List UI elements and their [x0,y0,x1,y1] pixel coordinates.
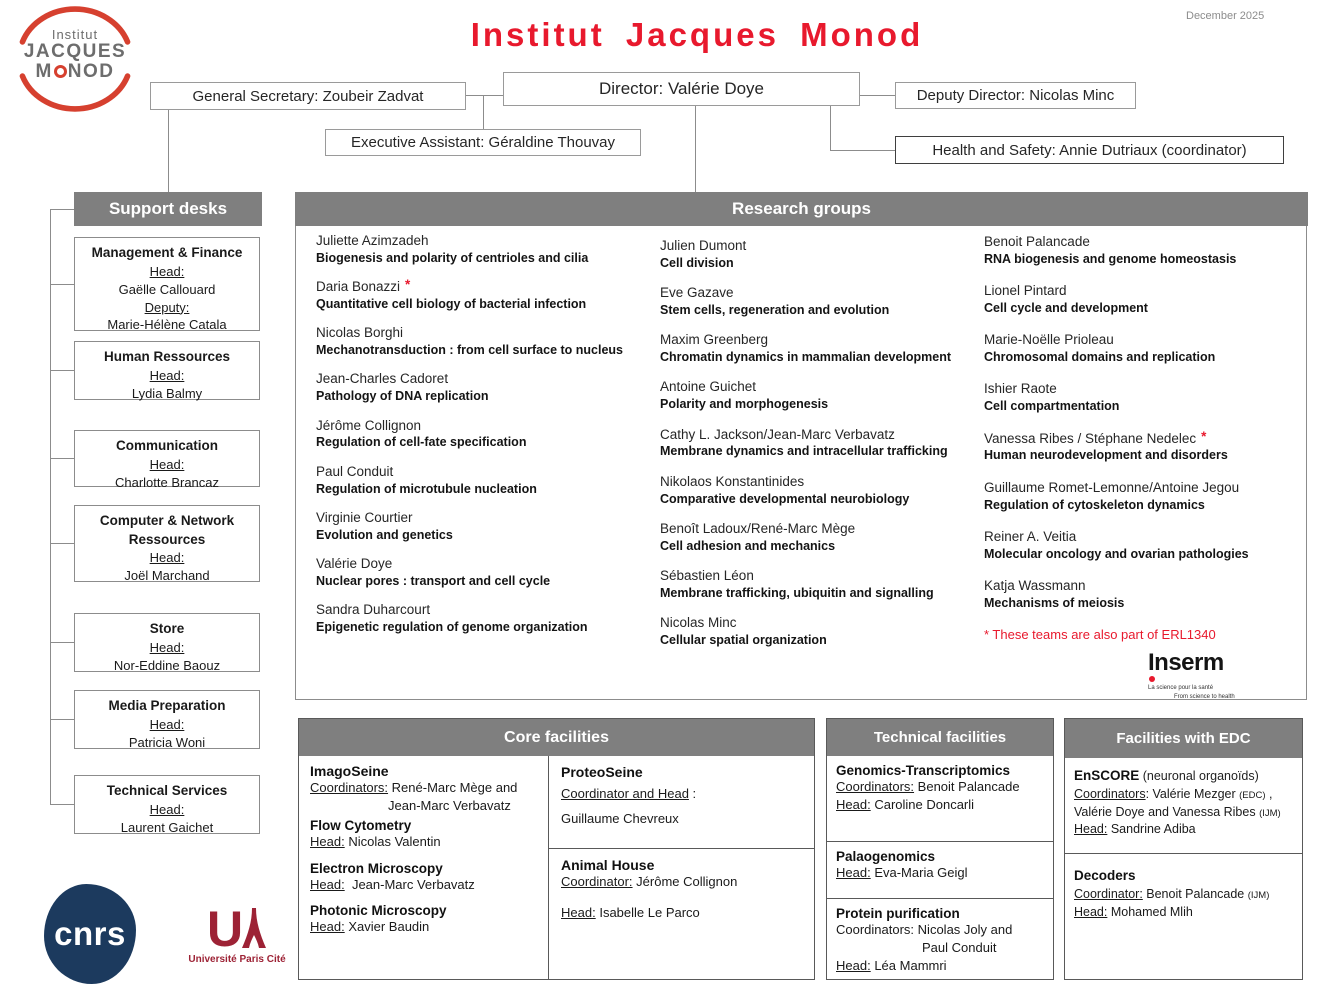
connector-line [695,106,696,192]
role-label: Head: [149,367,185,383]
team-entry [984,332,1302,365]
coordinators-row-2: Paul Conduit [922,940,997,956]
coordinators-names: Benoit Palancade [917,779,1020,794]
team-leader-name: Nikolaos Konstantinides [660,473,805,489]
coordinator-row [561,785,802,803]
team-leader-name: Nicolas Borghi [316,325,404,341]
head-label: Head: [310,918,345,934]
facility-title: Palaogenomics [836,849,936,864]
desk-title: Technical Services [106,783,228,798]
team-entry [316,325,641,358]
role-name: Joël Marchand [124,568,210,584]
team-research-theme: Cell compartmentation [984,399,1120,414]
team-research-theme: Mechanotransduction : from cell surface to nucleus [316,343,624,358]
team-leader-name: Nicolas Minc [660,615,737,630]
role-name: Charlotte Brancaz [114,474,220,490]
head-name: Nicolas Valentin [348,834,441,850]
coordinators-row-2 [1074,804,1293,822]
team-leader-name: Sandra Duharcourt [316,602,431,617]
team-leader-name: Ishier Raote [984,381,1057,397]
team-entry [660,285,990,318]
team-entry [660,474,990,507]
executive-assistant-box: Executive Assistant: Géraldine Thouvay [325,129,641,156]
team-entry [984,234,1302,267]
team-research-theme: Polarity and morphogenesis [660,397,829,412]
coordinators-label: Coordinators [1074,787,1146,802]
head-name: Xavier Baudin [348,918,430,934]
role-label: Head: [149,801,185,817]
logo-monod-m: M [35,60,53,82]
unit-head-row [310,876,537,894]
head-row [836,957,1044,975]
facility-title: ProteoSeine [561,764,643,780]
erl-asterisk: * [1201,428,1207,444]
connector-line [860,95,895,96]
unit-head-row [310,918,537,936]
team-leader-name: Eve Gazave [660,285,734,301]
team-entry [984,578,1302,611]
core-facilities-section [298,718,815,980]
team-research-theme: Cell cycle and development [984,301,1148,315]
head-row [1074,821,1293,839]
team-research-theme: RNA biogenesis and genome homeostasis [984,251,1237,266]
team-research-theme: Cell adhesion and mechanics [660,538,836,553]
research-groups-header: Research groups [295,192,1308,226]
head-row [1074,904,1293,922]
team-research-theme: Chromosomal domains and replication [984,350,1216,365]
team-leader-name: Maxim Greenberg [660,332,769,348]
team-research-theme: Quantitative cell biology of bacterial infection [316,297,587,311]
team-entry [984,283,1302,316]
role-label: Deputy: [144,299,190,315]
team-entry [316,279,641,312]
team-entry [660,568,990,601]
head-label: Head: [836,797,871,813]
coordinator-names: Valérie Doye and Vanessa Ribes [1074,804,1260,819]
inserm-text: Inserm [1148,649,1224,676]
palaogenomics-cell [827,842,1053,899]
team-leader-name: Antoine Guichet [660,379,757,395]
facility-title: ImagoSeine [310,763,389,779]
page-title: Institut Jacques Monod [470,16,924,53]
role-name: Patricia Woni [128,734,206,750]
inserm-tagline-fr: La science pour la santé [1148,685,1214,691]
team-entry [316,371,641,404]
erl-asterisk: * [405,277,411,293]
team-entry [660,238,990,271]
team-research-theme: Regulation of cytoskeleton dynamics [984,497,1205,512]
health-safety-box: Health and Safety: Annie Dutriaux (coordinator) [895,136,1284,164]
team-research-theme: Regulation of cell-fate specification [316,435,527,450]
team-research-theme: Mechanisms of meiosis [984,595,1125,610]
team-entry [984,428,1302,464]
support-desk-media-preparation [74,690,260,749]
support-desk-communication [74,430,260,490]
team-leader-name: Valérie Doye [316,555,393,571]
head-name: Jean-Marc Verbavatz [351,876,475,892]
enscore-cell [1065,758,1302,854]
support-desks-header: Support desks [74,192,262,226]
role-name: Gaëlle Callouard [118,281,216,297]
desk-title: Communication [115,438,218,453]
unit-head-row [310,833,537,851]
connector-stub [50,458,74,459]
universite-paris-cite-logo [182,894,292,965]
coordinator-name: : Valérie Mezger [1145,787,1240,802]
team-entry [660,379,990,412]
coordinator-label: Coordinator and Head [561,786,689,801]
desk-title: Human Ressources [103,349,231,364]
erl1340-note: * These teams are also part of ERL1340 [984,627,1216,642]
team-research-theme: Nuclear pores : transport and cell cycle [316,573,551,588]
team-leader-name: Juliette Azimzadeh [316,233,429,248]
role-name: Marie-Hélène Catala [107,317,227,333]
team-leader-name: Sébastien Léon [660,567,754,583]
team-research-theme: Chromatin dynamics in mammalian development [660,350,952,365]
role-name: Nor-Eddine Baouz [113,657,221,673]
connector-stub [50,642,74,643]
team-research-theme: Membrane dynamics and intracellular trafficking [660,444,948,459]
edc-tag: (EDC) [1239,790,1266,802]
connector-line [830,106,831,150]
research-groups-section [295,192,1307,700]
coordinator-label: Coordinator: [561,874,633,889]
team-research-theme: Stem cells, regeneration and evolution [660,303,890,317]
ijm-tag: (IJM) [1259,807,1281,819]
team-research-theme: Pathology of DNA replication [316,389,489,404]
coordinators-row [836,778,1044,796]
unit-photonic-microscopy [310,903,537,936]
deputy-director-box: Deputy Director: Nicolas Minc [895,82,1136,109]
head-name: Mohamed Mlih [1107,904,1193,919]
ijm-tag: (IJM) [1247,890,1270,902]
facility-title: Animal House [561,857,655,873]
connector-line [483,96,484,129]
inserm-tagline [1148,684,1278,702]
connector-line [466,95,503,96]
desk-title: Store [149,621,185,636]
coordinators-row-2: Jean-Marc Verbavatz [388,798,511,814]
head-label: Head: [1074,822,1108,837]
research-column-2 [660,238,990,662]
inserm-logo [1148,651,1278,702]
coordinators-row [310,779,537,797]
team-leader-name: Marie-Noëlle Prioleau [984,332,1114,348]
coordinator-colon: : [688,786,697,801]
core-facilities-body [299,756,814,980]
connector-line [168,110,169,192]
research-column-1 [316,233,641,648]
head-label: Head: [561,905,596,921]
team-entry [316,602,641,635]
coordinator-name: Jérôme Collignon [636,874,738,889]
upc-label: Université Paris Cité [188,954,286,965]
decoders-cell [1065,854,1302,929]
connector-stub [50,804,74,805]
unit-electron-microscopy [310,861,537,894]
head-name: Sandrine Adiba [1107,822,1196,837]
head-name: Guillaume Chevreux [561,811,679,827]
team-leader-name: Benoit Palancade [984,234,1090,249]
desk-title: Management & Finance [91,245,243,260]
proteoseine-cell [549,756,814,849]
head-name: Léa Mammri [874,958,947,974]
desk-title: Media Preparation [108,698,226,713]
coordinators-names: René-Marc Mège and [391,780,518,795]
role-name: Laurent Gaichet [120,819,214,835]
research-column-3 [984,234,1302,642]
team-entry [660,427,990,460]
coordinators-label: Coordinators: [836,779,915,794]
edc-facilities-section [1064,718,1303,980]
facility-title: Decoders [1074,868,1136,883]
support-desk-management-finance [74,237,260,331]
team-entry [660,521,990,554]
coordinator-row [1074,886,1293,904]
cnrs-wordmark: cnrs [54,915,126,952]
role-label: Head: [149,263,185,279]
desk-title: Computer & Network Ressources [99,513,235,547]
support-desk-human-ressources [74,341,260,400]
technical-facilities-header: Technical facilities [827,719,1053,756]
team-research-theme: Membrane trafficking, ubiquitin and signalling [660,585,934,600]
facility-title: EnSCORE [1074,768,1140,783]
team-entry [316,464,641,497]
team-leader-name: Julien Dumont [660,238,747,253]
coordinators-separator: , [1265,787,1273,802]
logo-red-ring-o-icon [54,65,67,78]
coordinators-names: Nicolas Joly and [917,922,1013,937]
role-label: Head: [149,639,185,655]
team-leader-name: Jérôme Collignon [316,417,422,433]
connector-stub [50,543,74,544]
team-leader-name: Guillaume Romet-Lemonne/Antoine Jegou [984,479,1240,495]
genomics-transcriptomics-cell [827,756,1053,842]
core-facilities-right-column [549,756,814,980]
team-research-theme: Comparative developmental neurobiology [660,491,910,506]
team-leader-name: Reiner A. Veitia [984,528,1077,544]
coordinator-name: Benoit Palancade [1142,887,1248,902]
head-label: Head: [836,958,871,974]
role-label: Head: [149,550,185,566]
coordinators-label: Coordinators: [836,922,915,937]
team-leader-name: Katja Wassmann [984,577,1086,593]
team-leader-name: Jean-Charles Cadoret [316,371,449,387]
coordinators-label: Coordinators: [310,780,389,795]
support-desk-store [74,613,260,672]
team-leader-name: Virginie Courtier [316,509,413,525]
technical-facilities-section [826,718,1054,980]
team-leader-name: Cathy L. Jackson/Jean-Marc Verbavatz [660,426,895,442]
connector-line [830,150,895,151]
general-secretary-box: General Secretary: Zoubeir Zadvat [150,82,466,110]
team-entry [316,418,641,451]
head-label: Head: [310,876,345,892]
imagoseine-cell [299,756,549,980]
inserm-tagline-en: From science to health [1174,694,1235,700]
head-row [836,796,1044,814]
logo-line-institut: Institut [51,27,99,42]
logo-line-monod [14,62,136,82]
animal-house-cell [549,849,814,980]
head-name: Isabelle Le Parco [599,905,700,921]
coordinator-row [561,873,802,891]
team-research-theme: Human neurodevelopment and disorders [984,448,1228,463]
team-leader-name: Lionel Pintard [984,283,1067,299]
coordinator-label: Coordinator: [1074,887,1143,902]
unit-flow-cytometry [310,818,537,851]
team-leader-name: Benoît Ladoux/René-Marc Mège [660,520,856,536]
facility-title: Protein purification [836,906,960,921]
connector-stub [50,719,74,720]
unit-title: Flow Cytometry [310,818,412,834]
team-entry [660,615,990,648]
inserm-wordmark [1148,651,1278,675]
head-row [836,864,1044,882]
upc-letter-u: U [206,901,244,957]
team-research-theme: Cellular spatial organization [660,632,827,647]
inserm-red-dot-icon [1149,676,1155,682]
support-desk-technical-services [74,775,260,834]
team-research-theme: Evolution and genetics [316,527,453,542]
protein-purification-cell [827,899,1053,983]
edc-facilities-header: Facilities with EDC [1065,719,1302,758]
support-desks-spine-line [50,209,51,804]
team-entry [660,332,990,365]
head-label: Head: [310,834,345,850]
connector-stub [50,284,74,285]
team-leader-name: Daria Bonazzi [316,279,401,295]
team-entry [316,556,641,589]
coordinators-row [1074,786,1293,804]
logo-text [14,28,136,82]
role-name: Lydia Balmy [131,385,203,401]
logo-monod-nod: NOD [67,60,115,82]
support-desk-computer-network [74,505,260,582]
team-entry [984,529,1302,562]
team-entry [984,381,1302,414]
coordinators-row [836,921,1044,939]
team-research-theme: Molecular oncology and ovarian pathologies [984,546,1249,561]
team-research-theme: Epigenetic regulation of genome organization [316,619,588,634]
head-name: Caroline Doncarli [874,797,975,813]
team-leader-name: Vanessa Ribes / Stéphane Nedelec [984,430,1197,446]
date-label: December 2025 [1186,10,1265,22]
team-research-theme: Cell division [660,255,734,270]
team-research-theme: Biogenesis and polarity of centrioles and cilia [316,250,589,265]
institut-jacques-monod-logo [14,6,136,112]
team-leader-name: Paul Conduit [316,463,394,479]
director-box: Director: Valérie Doye [503,72,860,106]
head-label: Head: [1074,904,1108,919]
head-row [561,904,802,922]
core-facilities-header: Core facilities [299,719,814,756]
head-name: Eva-Maria Geigl [874,865,968,880]
cnrs-logo [44,884,136,984]
facility-title: Genomics-Transcriptomics [836,763,1011,778]
upc-monogram [182,894,292,957]
role-label: Head: [149,716,185,732]
facility-title-row [1074,766,1293,786]
connector-stub [50,209,74,210]
team-research-theme: Regulation of microtubule nucleation [316,481,537,496]
facility-subtitle: (neuronal organoïds) [1139,769,1259,783]
unit-title: Electron Microscopy [310,860,443,876]
connector-stub [50,370,74,371]
role-label: Head: [149,456,185,472]
head-label: Head: [836,865,871,880]
unit-title: Photonic Microscopy [310,902,447,918]
team-entry [316,510,641,543]
logo-line-jacques: JACQUES [23,40,127,62]
upc-eiffel-tower-icon [241,908,267,950]
team-entry [984,480,1302,513]
team-entry [316,233,641,266]
